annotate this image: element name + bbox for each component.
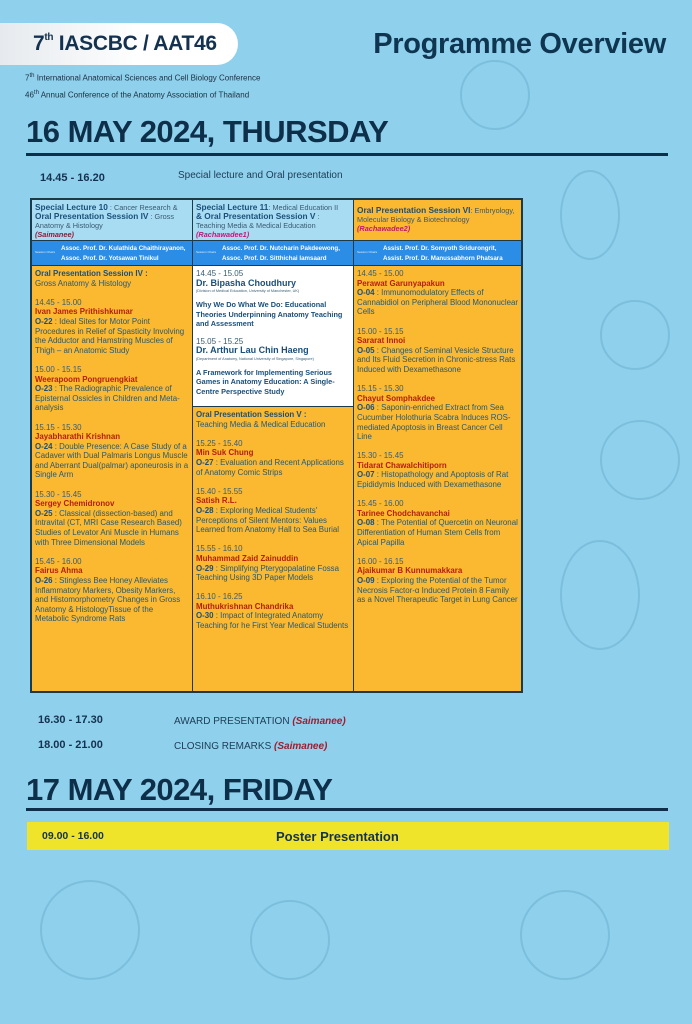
presentation-slot: 14.45 - 15.00 Ivan James Prithishkumar O-22 : Ideal Sites for Motor Point Procedures in Relief of Spasticity Involving the Adductor and Hamstring Muscles of Thigh – an Anatomic Study	[35, 297, 185, 355]
subtitle-iascbc: 7th International Anatomical Sciences and Cell Biology Conference	[25, 73, 261, 83]
presentation-slot: 16.10 - 16.25 Muthukrishnan Chandrika O-30 : Impact of Integrated Anatomy Teaching for he First Year Medical Students	[196, 592, 349, 631]
session-chairs-col1: Session Chairs Assoc. Prof. Dr. Kulathida Chaithirayanon, Assoc. Prof. Dr. Yotsawan Tinikul	[32, 240, 193, 266]
session-header-col1: Special Lecture 10 : Cancer Research & Oral Presentation Session IV : Gross Anatomy & Histology (Saimanee)	[32, 200, 193, 240]
page-title: Programme Overview	[373, 28, 666, 60]
presentation-slot: 15.30 - 15.45 Tidarat Chawalchitiporn O-07 : Histopathology and Apoptosis of Rat Epididymis Induced with Dexamethasone	[357, 451, 509, 490]
session-title: Oral Presentation Session IV :	[35, 269, 148, 278]
session-header-col2: Special Lecture 11: Medical Education II & Oral Presentation Session V : Teaching Media & Medical Education (Rachawadee1)	[193, 200, 354, 240]
lecture-slot: 14.45 - 15.05 Dr. Bipasha Choudhury (Division of Medical Education, University of Manchester, UK) Why We Do What We Do: Educational Theories Underpinning Anatomy Teaching and Assessment	[196, 269, 343, 329]
presentation-slot: 14.45 - 15.00 Perawat Garunyapakun O-04 : Immunomodulatory Effects of Cannabidiol on Peripheral Blood Mononuclear Cells	[357, 269, 518, 317]
session-subtitle: Gross Anatomy & Histology	[35, 278, 132, 288]
award-time: 16.30 - 17.30	[38, 714, 103, 726]
conference-subtitles	[25, 69, 260, 102]
room-label: (Rachawadee1)	[196, 230, 250, 239]
presentation-slot: 15.40 - 15.55 Satish R.L. O-28 : Exploring Medical Students' Perceptions of Silent Mentors: Values Learned from Anatomy Hall to Sea Burial	[196, 486, 339, 535]
presentation-slot: 15.55 - 16.10 Muhammad Zaid Zainuddin O-29 : Simplifying Pterygopalatine Fossa Teaching Using 3D Paper Models	[196, 544, 339, 583]
day2-title: 17 MAY 2024, FRIDAY	[26, 772, 333, 807]
presentation-slot: 15.00 - 15.15 Sararat Innoi O-05 : Changes of Seminal Vesicle Structure and Its Fluid Secretion in Chronic-stress Rats Induced with Dexamethasone	[357, 326, 516, 374]
presentation-slot: 16.00 - 16.15 Ajaikumar B Kunnumakkara O-09 : Exploring the Potential of the Tumor Necrosis Factor-α Induced Protein 8 Family as a Novel Therapeutic Target in Lung Cancer	[357, 556, 518, 605]
session-chairs-col3: Session Chairs Assist. Prof. Dr. Somyoth Sridurongrit, Assist. Prof. Dr. Manussabhorn Phatsara	[354, 240, 521, 266]
poster-presentation-bar	[27, 822, 669, 850]
closing-time: 18.00 - 21.00	[38, 739, 103, 751]
session-title: Oral Presentation Session V :	[196, 410, 307, 419]
day2-divider	[26, 808, 668, 811]
schedule-table	[30, 198, 523, 693]
presentation-slot: 15.45 - 16.00 Tarinee Chodchavanchai O-08 : The Potential of Quercetin on Neuronal Differentiation of Human Stem Cells from Apical Papilla	[357, 499, 518, 547]
conference-brand: 7th IASCBC / AAT46	[33, 32, 217, 55]
presentation-slot: 15.15 - 15.30 Jayabharathi Krishnan O-24 : Double Presence: A Case Study of a Cadaver with Dual Palmaris Longus Muscle and Aberrant Dual(palmar) aponeurosis in a Single Arm	[35, 422, 189, 480]
special-lecture-box	[193, 266, 353, 407]
closing-desc: CLOSING REMARKS (Saimanee)	[174, 741, 328, 752]
session-body-col1	[32, 266, 193, 691]
room-label: (Saimanee)	[35, 230, 74, 239]
room-label: (Rachawadee2)	[357, 224, 411, 233]
day1-title: 16 MAY 2024, THURSDAY	[26, 114, 389, 149]
session-chairs-col2: Session Chairs Assoc. Prof. Dr. Nutcharin Pakdeewong, Assoc. Prof. Dr. Sitthichai Iamsaard	[193, 240, 354, 266]
session-body-col3	[354, 266, 521, 691]
day1-divider	[26, 153, 668, 156]
presentation-slot: 15.00 - 15.15 Weerapoom Pongruengkiat O-23 : The Radiographic Prevalence of Episternal Ossicles in Children and Meta-analysis	[35, 364, 180, 413]
presentation-slot: 15.15 - 15.30 Chayut Somphakdee O-06 : Saponin-enriched Extract from Sea Cucumber Holothuria Scabra Induces ROS-mediated Apoptosis in Breast Cancer Cell Line	[357, 384, 511, 442]
session-body-col2	[193, 266, 354, 691]
session-subtitle: Teaching Media & Medical Education	[196, 419, 326, 429]
presentation-slot: 15.25 - 15.40 Min Suk Chung O-27 : Evaluation and Recent Applications of Anatomy Comic Strips	[196, 438, 344, 477]
day1-intro-time: 14.45 - 16.20	[40, 172, 105, 184]
subtitle-aat: 46th Annual Conference of the Anatomy Association of Thailand	[25, 89, 250, 100]
award-desc: AWARD PRESENTATION (Saimanee)	[174, 716, 346, 727]
presentation-slot: 15.30 - 15.45 Sergey Chemidronov O-25 : Classical (dissection-based) and Intravital (CT, MRI Case Research Based) Studies of Levator Ani Muscle in Humans with Three Dimensional Models	[35, 489, 182, 547]
day1-intro-desc: Special lecture and Oral presentation	[178, 170, 343, 181]
lecture-slot: 15.05 - 15.25 Dr. Arthur Lau Chin Haeng (Department of Anatomy, National University of Singapore, Singapore) A Framework for Implementing Serious Games in Anatomy Education: A Single-Centre Perspective Study	[196, 336, 335, 396]
poster-title: Poster Presentation	[276, 828, 399, 844]
session-header-col3: Oral Presentation Session VI: Embryology, Molecular Biology & Biotechnology (Rachawadee2)	[354, 200, 521, 240]
poster-time: 09.00 - 16.00	[42, 830, 104, 842]
presentation-slot: 15.45 - 16.00 Fairus Ahma O-26 : Stingless Bee Honey Alleviates Inflammatory Markers, Obesity Markers, and Histomorphometry Changes in Gross Anatomy & HistologyTissue of the Metabolic Syndrome Rats	[35, 556, 181, 624]
conference-brand-pill	[0, 23, 238, 65]
